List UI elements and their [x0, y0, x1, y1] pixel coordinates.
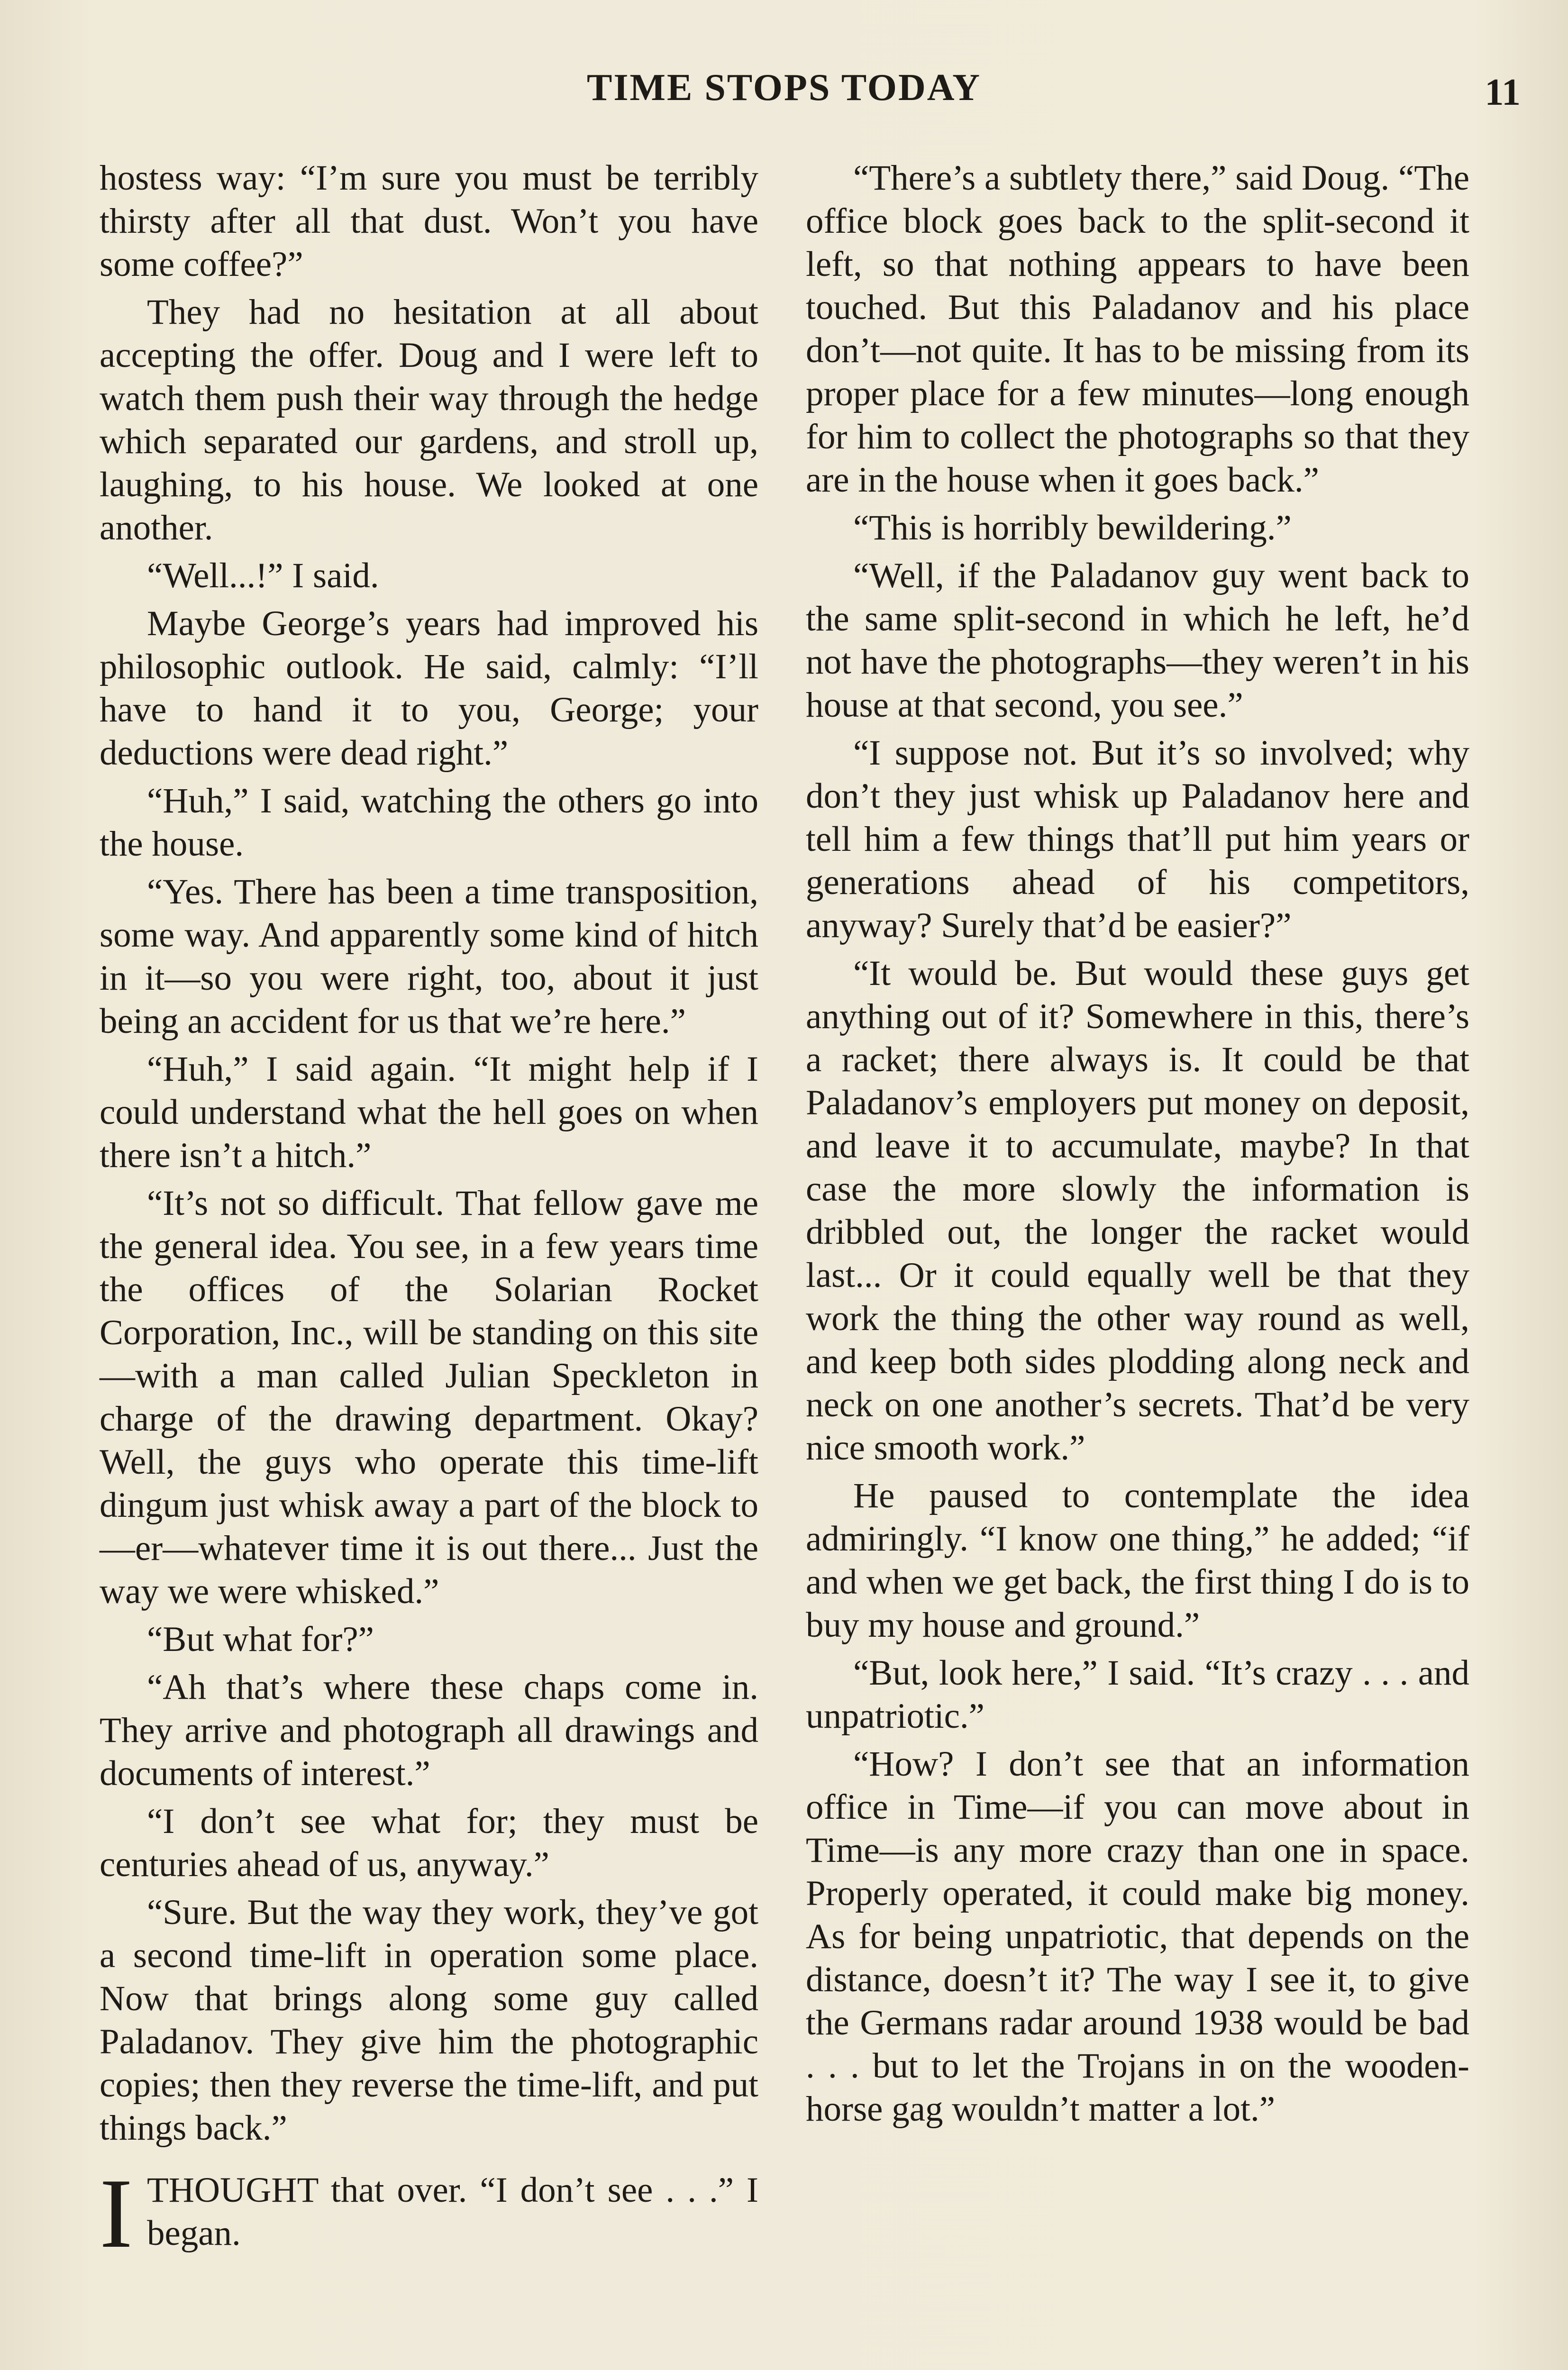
paragraph: “Ah that’s where these chaps come in. They arrive and photograph all drawings and documents of interest.” — [100, 1668, 758, 1793]
paragraph: “I suppose not. But it’s so involved; why don’t they just whisk up Paladanov here and tell him a few things that’ll put him years or generations ahead of his competitors, anyway? Surely that’d be easier?” — [806, 733, 1469, 945]
drop-cap-paragraph-text: THOUGHT that over. “I don’t see . . .” I began. — [146, 2170, 758, 2253]
paragraph: They had no hesitation at all about accepting the offer. Doug and I were left to watch them push their way through the hedge which separated our gardens, and stroll up, laughing, to his house. We looked at one another. — [100, 292, 758, 547]
page-number: 11 — [1485, 72, 1521, 113]
paragraph: hostess way: “I’m sure you must be terribly thirsty after all that dust. Won’t you have some coffee?” — [100, 158, 758, 284]
paragraph: “It would be. But would these guys get anything out of it? Somewhere in this, there’s a racket; there always is. It could be that Paladanov’s employers put money on deposit, and leave it to accumulate, maybe? In that case the more slowly the information is dribbled out, the longer the racket would last... Or it could equally well be that they work the thing the other way round as well, and keep both sides plodding along neck and neck on one another’s secrets. That’d be very nice smooth work.” — [806, 954, 1469, 1468]
paragraph: Maybe George’s years had improved his philosophic outlook. He said, calmly: “I’ll have to hand it to you, George; your deductions were dead right.” — [100, 604, 758, 773]
paragraph: “Well...!” I said. — [147, 556, 379, 595]
paragraph: “Well, if the Paladanov guy went back to the same split-second in which he left, he’d not have the photographs—they weren’t in his house at that second, you see.” — [806, 556, 1469, 725]
paragraph: “Yes. There has been a time transposition, some way. And apparently some kind of hitch in it—so you were right, too, about it just being an accident for us that we’re here.” — [100, 872, 758, 1041]
paragraph: “Sure. But the way they work, they’ve got a second time-lift in operation some place. Now that brings along some guy called Paladanov. They give him the photographic copies; then they reverse the time-lift, and put things back.” — [100, 1893, 758, 2148]
paragraph: “This is horribly bewildering.” — [853, 508, 1292, 547]
section-opening-paragraph — [100, 2159, 758, 2269]
right-column — [806, 156, 1469, 2135]
paragraph: He paused to contemplate the idea admiringly. “I know one thing,” he added; “if and when we get back, the first thing I do is to buy my house and ground.” — [806, 1476, 1469, 1645]
left-column — [100, 156, 758, 2269]
paragraph: “There’s a subtlety there,” said Doug. “The office block goes back to the split-second it left, so that nothing appears to have been touched. But this Paladanov and his place don’t—not quite. It has to be missing from its proper place for a few minutes—long enough for him to collect the photographs so that they are in the house when it goes back.” — [806, 158, 1469, 500]
paragraph: “I don’t see what for; they must be centuries ahead of us, anyway.” — [100, 1802, 758, 1884]
paragraph: “Huh,” I said, watching the others go into the house. — [100, 781, 758, 864]
paragraph: “Huh,” I said again. “It might help if I could understand what the hell goes on when there isn’t a hitch.” — [100, 1049, 758, 1175]
running-head-title: TIME STOPS TODAY — [586, 67, 982, 109]
paragraph: “But what for?” — [147, 1620, 374, 1659]
paragraph: “But, look here,” I said. “It’s crazy . . . and unpatriotic.” — [806, 1653, 1469, 1736]
paragraph: “It’s not so difficult. That fellow gave me the general idea. You see, in a few years time the offices of the Solarian Rocket Corporation, Inc., will be standing on this site—with a man called Julian Speckleton in charge of the drawing department. Okay? Well, the guys who operate this time-lift dingum just whisk away a part of the block to—er—whatever time it is out there... Just the way we were whisked.” — [100, 1184, 758, 1611]
drop-cap: I — [100, 2159, 133, 2269]
paragraph: “How? I don’t see that an information office in Time—if you can move about in Time—is any more crazy than one in space. Properly operated, it could make big money. As for being unpatriotic, that depends on the distance, doesn’t it? The way I see it, to give the Germans radar around 1938 would be bad . . . but to let the Trojans in on the wooden-horse gag wouldn’t matter a lot.” — [806, 1744, 1469, 2129]
